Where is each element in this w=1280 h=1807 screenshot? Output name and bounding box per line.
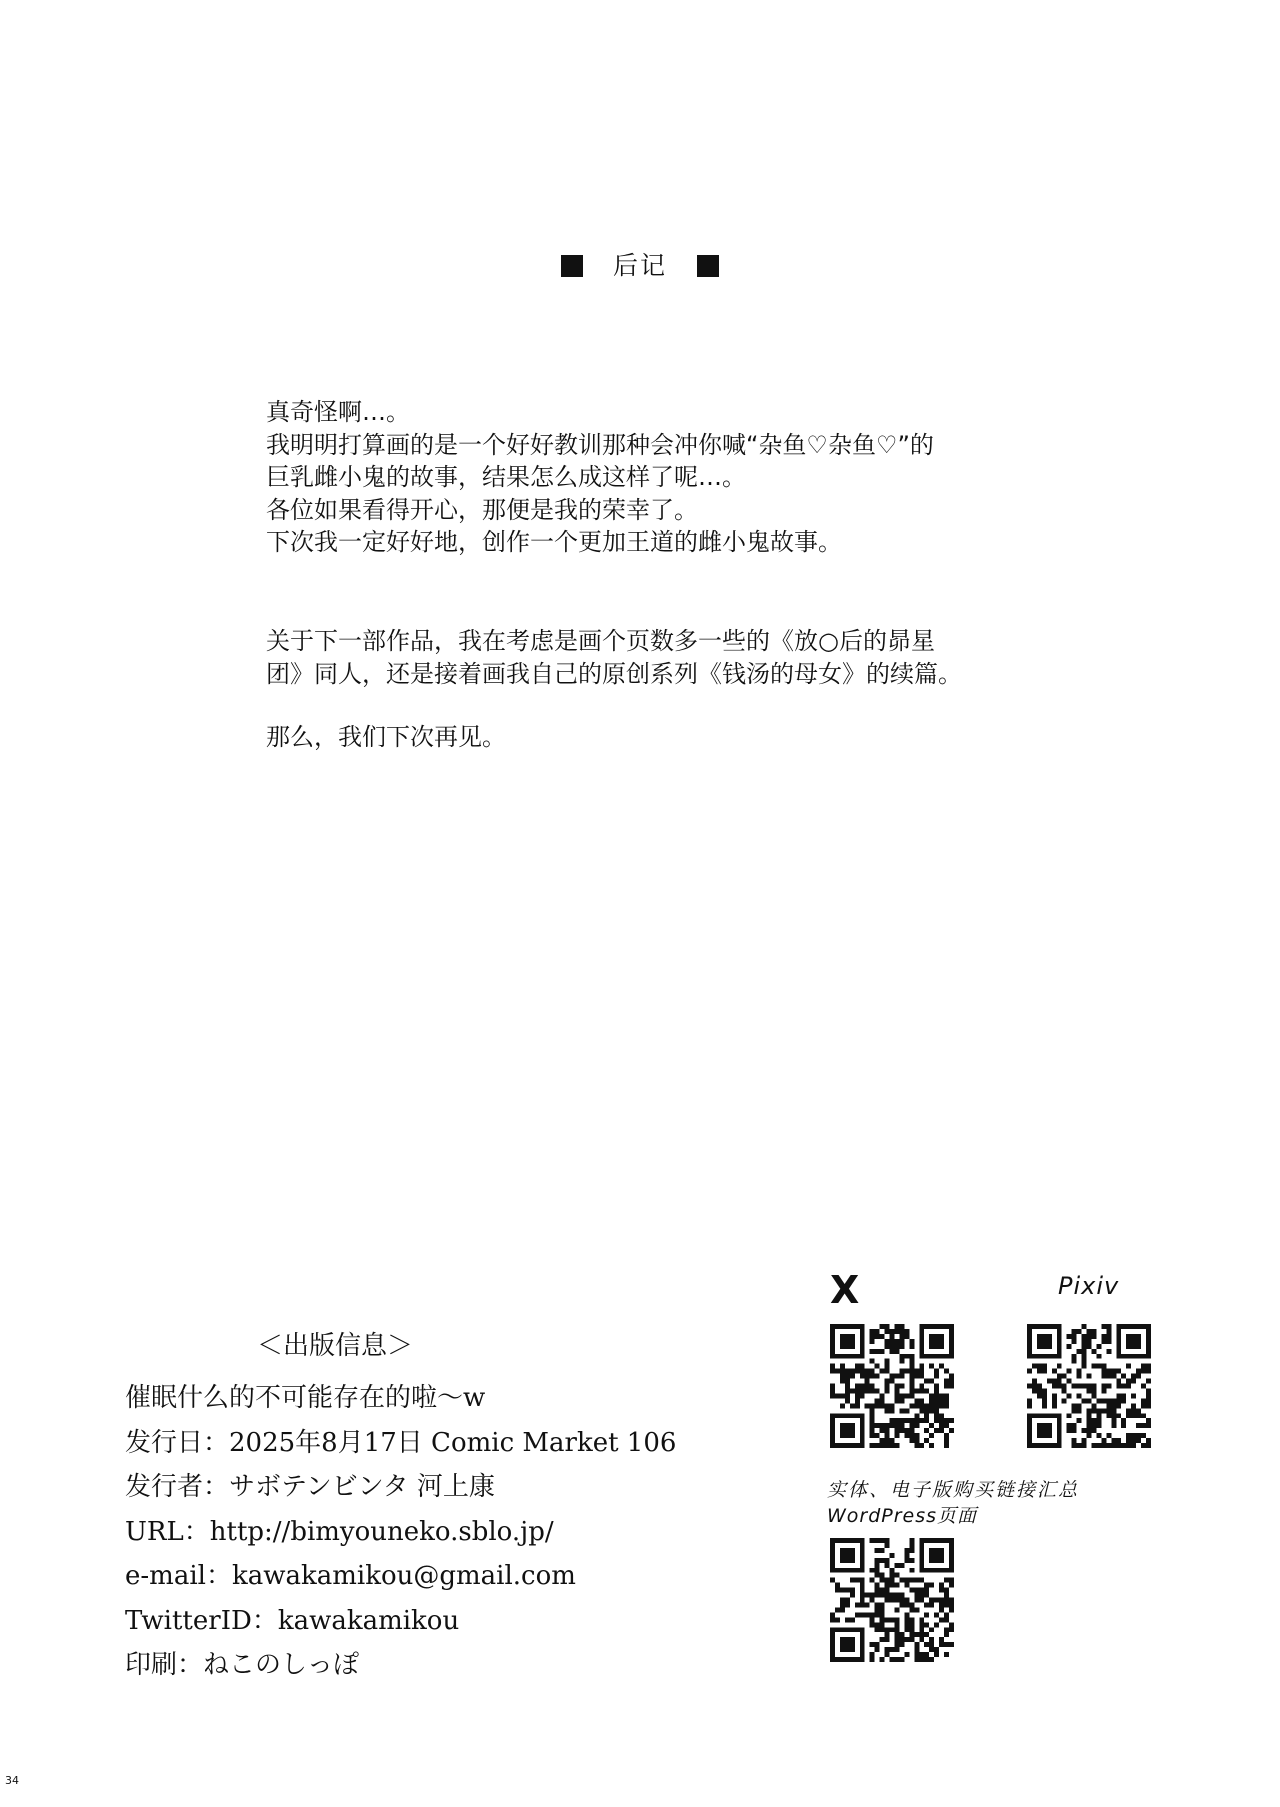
text-line: 下次我一定好好地，创作一个更加王道的雌小鬼故事。 (266, 528, 842, 556)
square-bullet-icon (697, 255, 719, 277)
afterword-heading (0, 246, 1280, 282)
shop-label-sub: WordPress页面 (827, 1505, 978, 1527)
colophon (125, 1325, 676, 1688)
colophon-email[interactable]: e-mail：kawakamikou@gmail.com (125, 1561, 576, 1591)
afterword-paragraph-2 (266, 625, 1066, 690)
afterword-paragraph-1 (266, 396, 1066, 559)
afterword-title: 后记 (612, 251, 667, 280)
pixiv-qr-code[interactable] (1027, 1324, 1151, 1448)
page-number: 34 (5, 1774, 19, 1787)
text-line: 那么，我们下次再见。 (266, 723, 506, 751)
text-line: 关于下一部作品，我在考虑是画个页数多一些的《放○后的昴星 (266, 627, 935, 655)
colophon-printer: 印刷：ねこのしっぽ (125, 1650, 360, 1680)
afterword-paragraph-3 (266, 721, 1066, 754)
colophon-heading: ＜出版信息＞ (256, 1331, 413, 1361)
colophon-url[interactable]: URL：http://bimyouneko.sblo.jp/ (125, 1516, 554, 1547)
pixiv-label: Pixiv (1058, 1272, 1120, 1300)
shop-label: 实体、电子版购买链接汇总 (827, 1479, 1080, 1501)
text-line: 团》同人，还是接着画我自己的原创系列《钱汤的母女》的续篇。 (266, 659, 962, 688)
x-logo-icon: X (830, 1268, 860, 1312)
square-bullet-icon (561, 255, 583, 277)
colophon-twitter: TwitterID：kawakamikou (125, 1605, 460, 1636)
text-line: 巨乳雌小鬼的故事，结果怎么成这样了呢…。 (266, 463, 746, 491)
text-line: 真奇怪啊…。 (266, 398, 410, 426)
x-qr-code[interactable] (830, 1324, 954, 1448)
text-line: 各位如果看得开心，那便是我的荣幸了。 (266, 495, 698, 524)
colophon-publisher: 发行者：サボテンビンタ 河上康 (125, 1472, 495, 1502)
shop-qr-code[interactable] (830, 1538, 954, 1662)
colophon-title: 催眠什么的不可能存在的啦〜w (125, 1383, 486, 1413)
text-line: 我明明打算画的是一个好好教训那种会冲你喊“杂鱼♡杂鱼♡”的 (266, 430, 934, 459)
colophon-release-date: 发行日：2025年8月17日 Comic Market 106 (125, 1427, 677, 1458)
